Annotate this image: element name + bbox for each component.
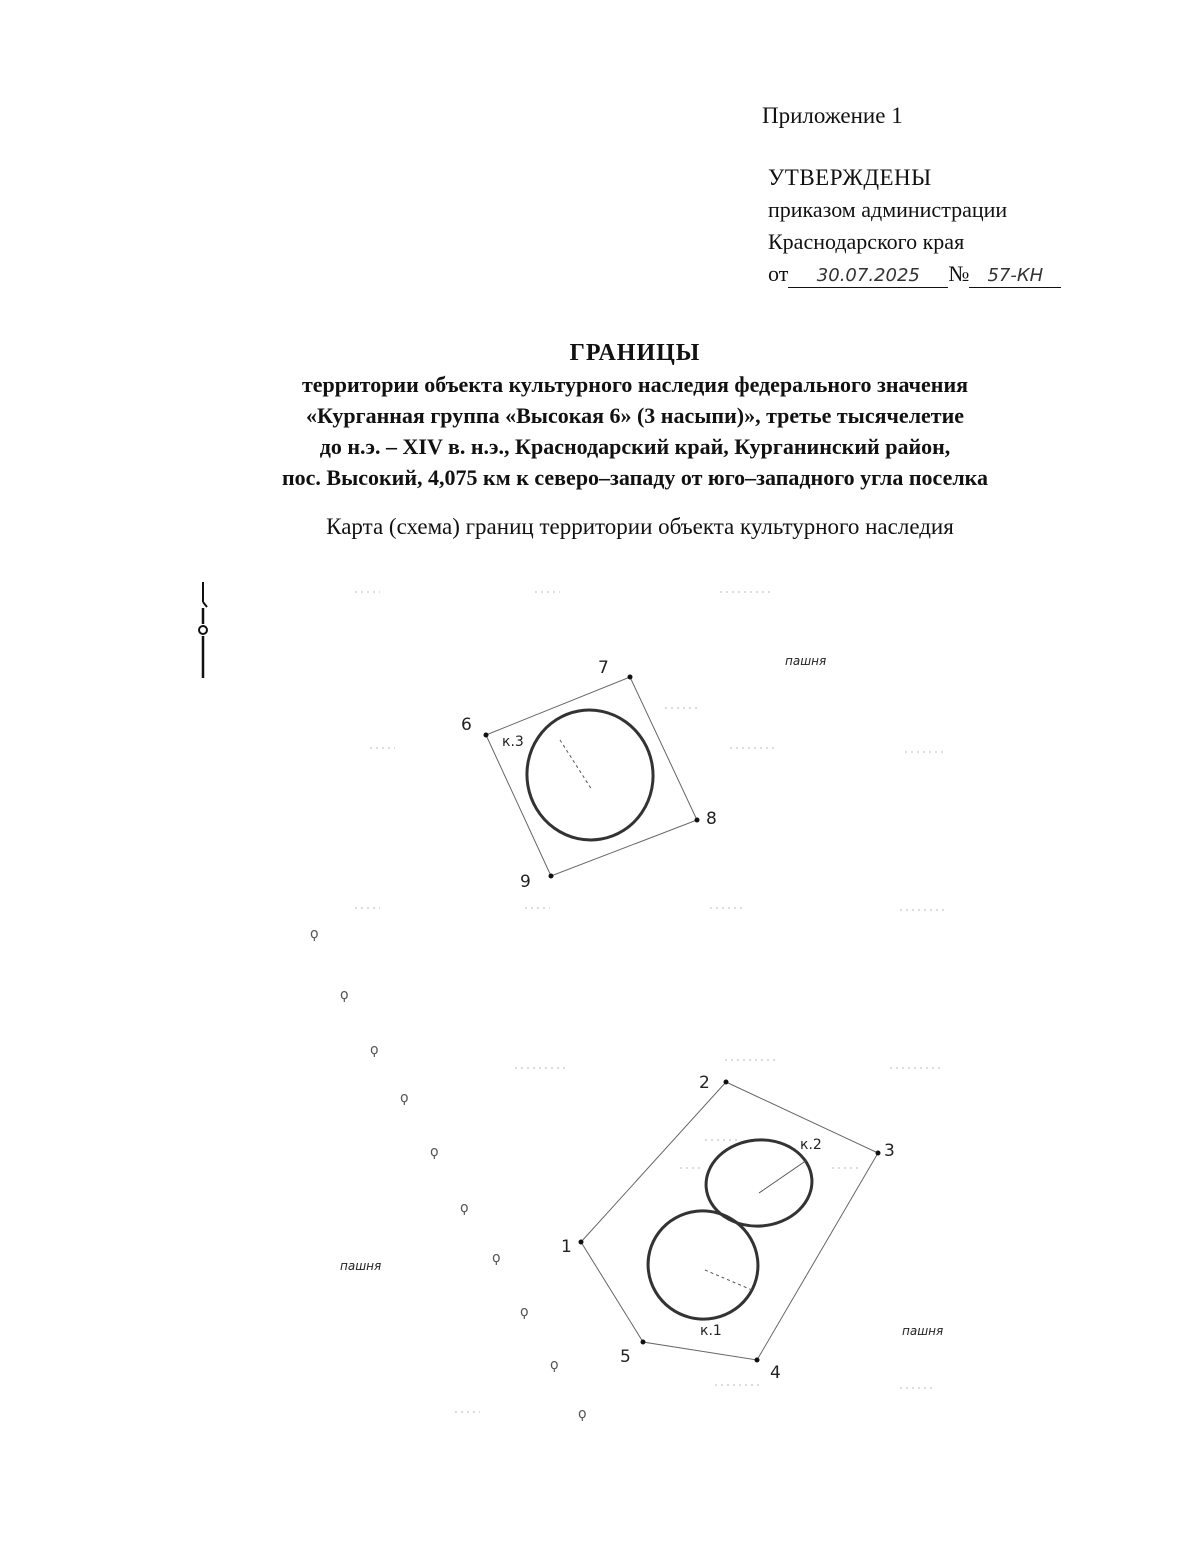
point-4-label: 4	[770, 1363, 781, 1383]
north-arrow-icon	[199, 582, 207, 678]
tree-icon: ϙ	[370, 1042, 379, 1058]
point-3-label: 3	[884, 1141, 895, 1161]
title-line-2: «Курганная группа «Высокая 6» (3 насыпи)», третье тысячелетие	[305, 403, 965, 428]
point-8-label: 8	[706, 809, 717, 829]
title-line-1: территории объекта культурного наследия федерального значения	[301, 372, 969, 397]
tree-icon: ϙ	[520, 1304, 529, 1320]
point-1-label: 1	[561, 1237, 572, 1257]
mound-k1-label: к.1	[700, 1323, 722, 1339]
mound-k3-label: к.3	[502, 734, 524, 750]
mound-k2-label: к.2	[800, 1137, 822, 1153]
title-line-4: пос. Высокий, 4,075 км к северо–западу от юго–западного угла поселка	[281, 465, 989, 490]
appendix-label: Приложение 1	[762, 103, 903, 128]
tree-icon: ϙ	[310, 926, 319, 942]
point-9-label: 9	[520, 872, 531, 892]
grid-marks	[355, 592, 945, 1412]
boundary-k1-k2	[581, 1082, 878, 1360]
point-6-label: 6	[461, 715, 472, 735]
tree-icon: ϙ	[400, 1090, 409, 1106]
tree-icon: ϙ	[550, 1357, 559, 1373]
handwritten-number: 57-КН	[969, 265, 1061, 288]
boundary-vertices	[484, 675, 881, 1363]
tree-icon: ϙ	[460, 1200, 469, 1216]
approved-by-line2: Краснодарского края	[768, 229, 965, 254]
point-2-label: 2	[699, 1073, 710, 1093]
approved-by-line1: приказом администрации	[768, 197, 1008, 222]
title-heading: ГРАНИЦЫ	[569, 340, 701, 366]
date-prefix: от	[768, 261, 789, 286]
map-caption: Карта (схема) границ территории объекта культурного наследия	[326, 514, 954, 539]
handwritten-date: 30.07.2025	[788, 265, 948, 288]
boundary-k3	[486, 677, 697, 876]
title-line-3: до н.э. – XIV в. н.э., Краснодарский край, Курганинский район,	[319, 434, 951, 459]
tree-icon: ϙ	[578, 1406, 587, 1422]
approved-heading: УТВЕРЖДЕНЫ	[768, 165, 932, 190]
tree-icon: ϙ	[340, 987, 349, 1003]
land-label-west: пашня	[340, 1259, 382, 1273]
point-5-label: 5	[620, 1347, 631, 1367]
tree-icon: ϙ	[430, 1144, 439, 1160]
point-7-label: 7	[598, 658, 609, 678]
tree-icon: ϙ	[492, 1250, 501, 1266]
land-label-north: пашня	[785, 654, 827, 668]
land-label-east: пашня	[902, 1324, 944, 1338]
number-prefix: №	[948, 261, 970, 286]
